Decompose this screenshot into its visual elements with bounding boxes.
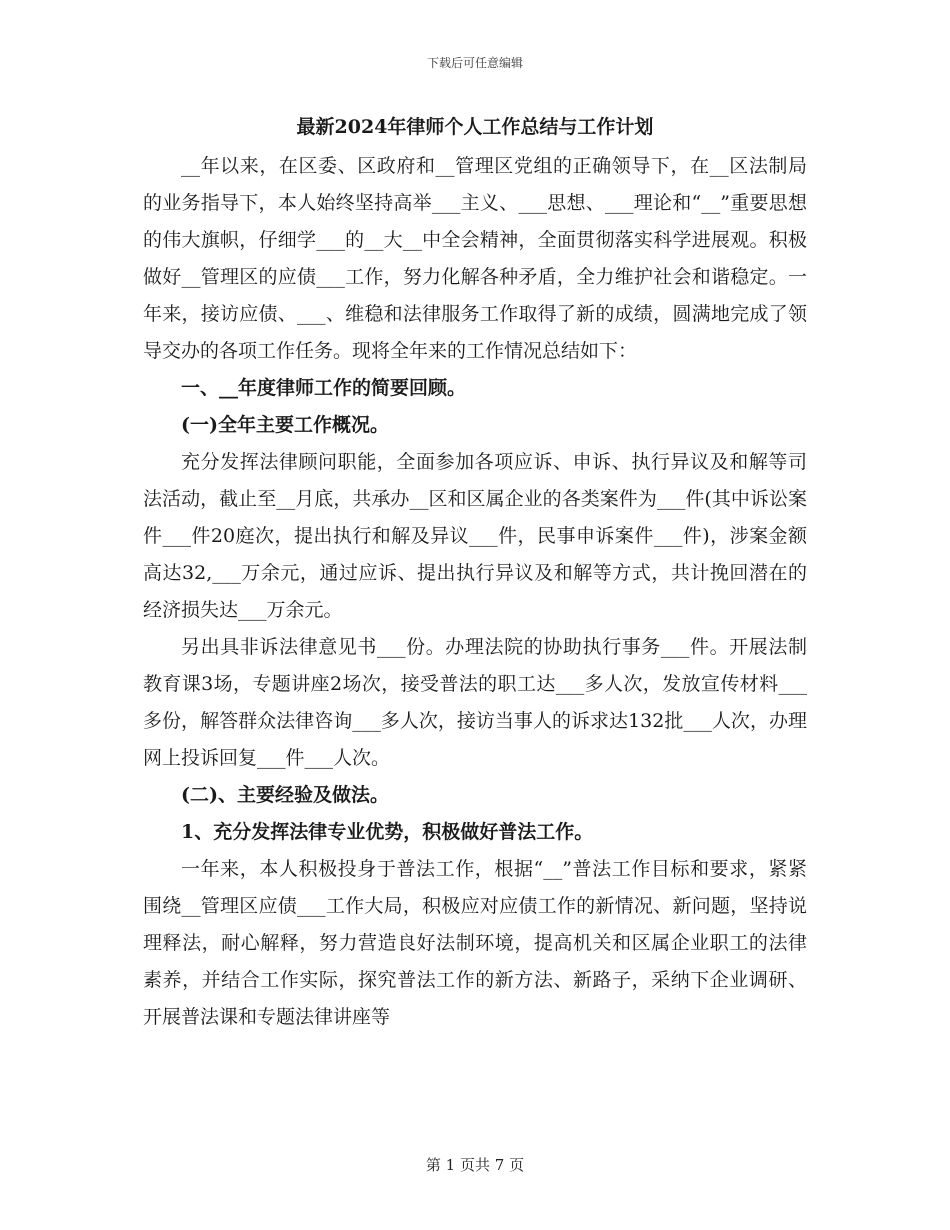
paragraph-intro: __年以来，在区委、区政府和__管理区党组的正确领导下，在__区法制局的业务指导下，本人始终坚持高举___主义、___思想、___理论和“__”重要思想的伟大旗帜，仔细学___的__大__中全会精神，全面贯彻落实科学进展观。积极做好__管理区的应债___工作，努力化解各种矛盾，全力维护社会和谐稳定。一年来，接访应债、___、维稳和法律服务工作取得了新的成绩，圆满地完成了领导交办的各项工作任务。现将全年来的工作情况总结如下： xyxy=(143,155,807,362)
header-note: 下载后可任意编辑 xyxy=(426,56,523,70)
point-heading-legal-education: 1、充分发挥法律专业优势，积极做好普法工作。 xyxy=(181,821,594,843)
section-heading-review: 一、__年度律师工作的简要回顾。 xyxy=(181,377,467,399)
paragraph-cases: 充分发挥法律顾问职能，全面参加各项应诉、申诉、执行异议及和解等司法活动，截止至__月底，共承办__区和区属企业的各类案件为___件(其中诉讼案件___件20庭次，提出执行和解及异议___件，民事申诉案件___件)，涉案金额高达32,___万余元，通过应诉、提出执行异议及和解等方式，共计挽回潜在的经济损失达___万余元。 xyxy=(143,451,807,621)
document-title: 最新2024年律师个人工作总结与工作计划 xyxy=(296,116,654,138)
page-number-footer: 第 1 页共 7 页 xyxy=(425,1156,525,1174)
document-body xyxy=(143,112,807,1036)
paragraph-legal-education: 一年来，本人积极投身于普法工作，根据“__”普法工作目标和要求，紧紧围绕__管理区应债___工作大局，积极应对应债工作的新情况、新问题，坚持说理释法，耐心解释，努力营造良好法制环境，提高机关和区属企业职工的法律素养，并结合工作实际，探究普法工作的新方法、新路子，采纳下企业调研、开展普法课和专题法律讲座等 xyxy=(143,858,807,1028)
subsection-heading-experience: (二)、主要经验及做法。 xyxy=(181,784,389,806)
subsection-heading-overview: (一)全年主要工作概况。 xyxy=(181,414,389,436)
paragraph-other-services: 另出具非诉法律意见书___份。办理法院的协助执行事务___件。开展法制教育课3场，专题讲座2场次，接受普法的职工达___多人次，发放宣传材料___多份，解答群众法律咨询___多人次，接访当事人的诉求达132批___人次，办理网上投诉回复___件___人次。 xyxy=(143,636,807,769)
